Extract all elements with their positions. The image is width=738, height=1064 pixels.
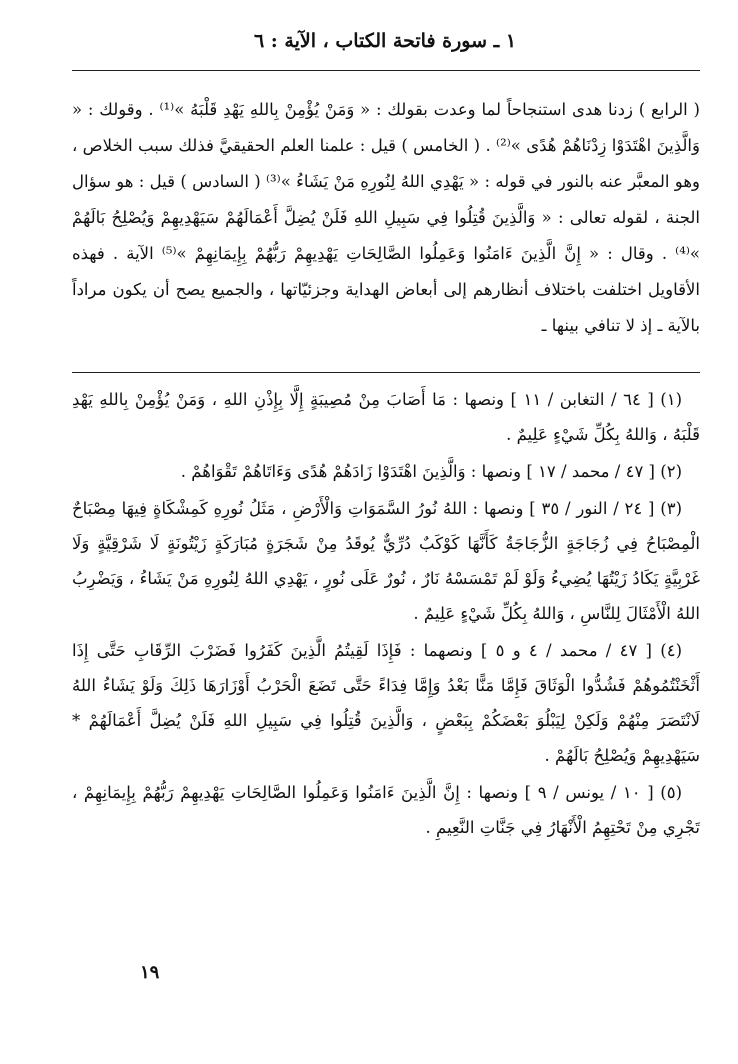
footnote-3	[72, 491, 700, 631]
footnotes	[72, 382, 700, 847]
footnote-number: (١)	[660, 390, 683, 409]
footnote-text: [ ١٠ / يونس / ٩ ] ونصها : إِنَّ الَّذِينَ ءَامَنُوا وَعَمِلُوا الصَّالِحَاتِ يَهْدِيهِمْ رَبُّهُمْ بِإِيمَانِهِمْ ، تَجْرِي مِنْ تَحْتِهِمُ الْأَنْهَارُ فِي جَنَّاتِ النَّعِيمِ .	[72, 783, 700, 837]
footnote-5	[72, 775, 700, 845]
footnote-number: (٢)	[660, 462, 682, 481]
footnote-text: [ ٤٧ / محمد / ٤ و ٥ ] ونصهما : فَإِذَا لَقِيتُمُ الَّذِينَ كَفَرُوا فَضَرْبَ الرِّقَابِ حَتَّى إِذَا أَثْخَنْتُمُوهُمْ فَشُدُّوا الْوَثَاقَ فَإِمَّا مَنًّا بَعْدُ وَإِمَّا فِدَاءً حَتَّى تَضَعَ الْحَرْبُ أَوْزَارَهَا ذَلِكَ وَلَوْ يَشَاءُ اللهُ لَانْتَصَرَ مِنْهُمْ وَلَكِنْ لِيَبْلُوَ بَعْضَكُمْ بِبَعْضٍ ، وَالَّذِينَ قُتِلُوا فِي سَبِيلِ اللهِ فَلَنْ يُضِلَّ أَعْمَالَهُمْ * سَيَهْدِيهِمْ وَيُصْلِحُ بَالَهُمْ .	[72, 641, 700, 765]
footnote-number: (٣)	[660, 499, 683, 518]
header-rule	[72, 70, 700, 71]
page-number: ١٩	[140, 962, 160, 983]
footnote-1	[72, 382, 700, 452]
main-text	[72, 92, 700, 344]
main-paragraph: ( الرابع ) زدنا هدى استنجاحاً لما وعدت بقولك : « وَمَنْ يُؤْمِنْ بِاللهِ يَهْدِ قَلْبَهُ »⁽¹⁾ . وقولك : « وَالَّذِينَ اهْتَدَوْا زِدْنَاهُمْ هُدًى »⁽²⁾ . ( الخامس ) قيل : علمنا العلم الحقيقيَّ فذلك سبب الخلاص ، وهو المعبَّر عنه بالنور في قوله : « يَهْدِي اللهُ لِنُورِهِ مَنْ يَشَاءُ »⁽³⁾ ( السادس ) قيل : هو سؤال الجنة ، لقوله تعالى : « وَالَّذِينَ قُتِلُوا فِي سَبِيلِ اللهِ فَلَنْ يُضِلَّ أَعْمَالَهُمْ سَيَهْدِيهِمْ وَيُصْلِحُ بَالَهُمْ »⁽⁴⁾ . وقال : « إِنَّ الَّذِينَ ءَامَنُوا وَعَمِلُوا الصَّالِحَاتِ يَهْدِيهِمْ رَبُّهُمْ بِإِيمَانِهِمْ »⁽⁵⁾ الآية . فهذه الأقاويل اختلفت باختلاف أنظارهم إلى أبعاض الهداية وجزئيّاتها ، والجميع يصح أن يكون مراداً بالآية ـ إذ لا تنافي بينها ـ	[72, 100, 700, 335]
footnote-2	[72, 454, 700, 489]
footnote-separator	[72, 372, 700, 373]
footnote-number: (٥)	[660, 783, 682, 802]
footnote-text: [ ٢٤ / النور / ٣٥ ] ونصها : اللهُ نُورُ السَّمَوَاتِ وَالْأَرْضِ ، مَثَلُ نُورِهِ كَمِشْكَاةٍ فِيهَا مِصْبَاحٌ الْمِصْبَاحُ فِي زُجَاجَةٍ الزُّجَاجَةُ كَأَنَّهَا كَوْكَبٌ دُرِّيٌّ يُوقَدُ مِنْ شَجَرَةٍ مُبَارَكَةٍ زَيْتُونَةٍ لَا شَرْقِيَّةٍ وَلَا غَرْبِيَّةٍ يَكَادُ زَيْتُهَا يُضِيءُ وَلَوْ لَمْ تَمْسَسْهُ نَارٌ ، نُورٌ عَلَى نُورٍ ، يَهْدِي اللهُ لِنُورِهِ مَنْ يَشَاءُ ، وَيَضْرِبُ اللهُ الْأَمْثَالَ لِلنَّاسِ ، وَاللهُ بِكُلِّ شَيْءٍ عَلِيمٌ .	[72, 499, 700, 623]
footnote-4	[72, 633, 700, 773]
footnote-text: [ ٦٤ / التغابن / ١١ ] ونصها : مَا أَصَابَ مِنْ مُصِيبَةٍ إِلَّا بِإِذْنِ اللهِ ، وَمَنْ يُؤْمِنْ بِاللهِ يَهْدِ قَلْبَهُ ، وَاللهُ بِكُلِّ شَيْءٍ عَلِيمٌ .	[72, 390, 700, 444]
running-header: ١ ـ سورة فاتحة الكتاب ، الآية : ٦	[253, 30, 517, 52]
footnote-text: [ ٤٧ / محمد / ١٧ ] ونصها : وَالَّذِينَ اهْتَدَوْا زَادَهُمْ هُدًى وَءَاتَاهُمْ تَقْوَاهُمْ .	[180, 462, 655, 481]
footnote-number: (٤)	[660, 641, 682, 660]
